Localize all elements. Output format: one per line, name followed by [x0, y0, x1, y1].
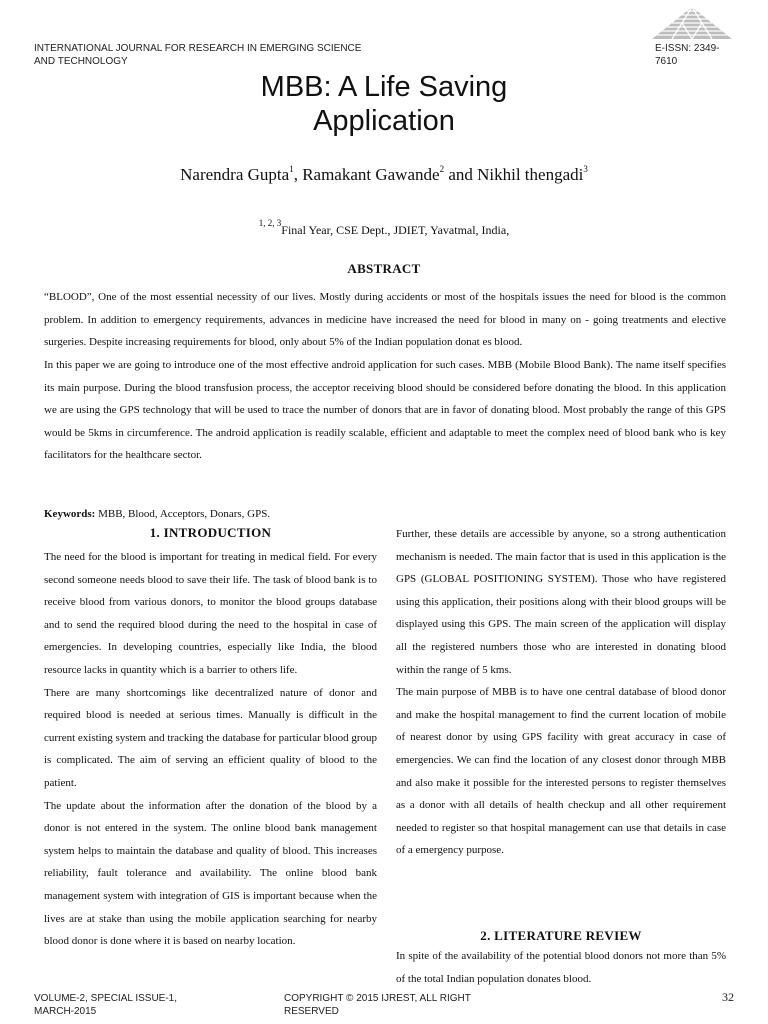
- author-1-sup: 1: [289, 164, 294, 174]
- page-number: 32: [722, 990, 734, 1004]
- intro-paragraph-5: The main purpose of MBB is to have one central database of blood donor and make the hospital management to find the current location of mobile of nearest donor by using GPS facility with great accuracy in case of emergencies. We can find the location of any closest donor through MBB and also make it possible for the interested persons to register themselves as a donor with all details of health checkup and all other requirement needed to register so that hospital management can use that details in case of a emergency purpose.: [396, 686, 726, 857]
- affiliation: [0, 214, 768, 239]
- intro-paragraph-4: Further, these details are accessible by anyone, so a strong authentication mechanism is needed. The main factor that is used in this application is the GPS (GLOBAL POSITIONING SYSTEM). Those who have registered using this application, their positions along with their blood groups will be displayed using this GPS. The main screen of the application will display all the registered numbers those who are interested in donating blood within the range of 5 kms.: [396, 528, 726, 676]
- affiliation-sup: 1, 2, 3: [258, 218, 282, 228]
- abstract-paragraph-1: “BLOOD”, One of the most essential necessity of our lives. Mostly during accidents or most of the hospitals issues the need for blood is the common problem. In addition to emergency requirements, advances in medicine have increased the need for blood in many on - going treatments and elective surgeries. Despite increasing requirements for blood, only about 5% of the Indian population donat es blood.: [44, 291, 726, 348]
- keywords-label: Keywords:: [44, 508, 96, 520]
- intro-paragraph-3: The update about the information after the donation of the blood by a donor is not entered in the system. The online blood bank management system helps to maintain the database and quality of blood. This increases reliability, fault tolerance and availability. The online blood bank management system with integration of GIS is important because when the lives are at stake than using the mobile application searching for nearby blood donor is done where it is based on nearby location.: [44, 799, 377, 948]
- section-2-heading: 2. LITERATURE REVIEW: [480, 928, 642, 943]
- footer-volume: VOLUME-2, SPECIAL ISSUE-1, MARCH-2015: [34, 993, 178, 1017]
- left-column: [44, 546, 377, 953]
- author-3-sup: 3: [583, 164, 588, 174]
- author-separator-1: ,: [293, 165, 303, 184]
- author-3: Nikhil thengadi: [477, 165, 584, 184]
- literature-review-body: [396, 945, 726, 990]
- author-list: [0, 158, 768, 186]
- paper-title: [0, 70, 768, 138]
- abstract-body: [44, 286, 726, 467]
- intro-paragraph-1: The need for the blood is important for treating in medical field. For every second someone needs blood to save their life. The task of blood bank is to receive blood from various donors, to monitor the blood groups database and to send the required blood during the need to the hospital in case of emergencies. In developing countries, especially like India, the blood resource lacks in quantity which is a barrier to others life.: [44, 551, 377, 676]
- keywords-text: MBB, Blood, Acceptors, Donars, GPS.: [95, 508, 271, 520]
- affiliation-text: Final Year, CSE Dept., JDIET, Yavatmal, India,: [281, 223, 510, 237]
- abstract-heading: ABSTRACT: [347, 261, 421, 276]
- literature-paragraph-1: In spite of the availability of the potential blood donors not more than 5% of the total Indian population donates blood.: [396, 950, 726, 985]
- title-line-1: MBB: A Life Saving: [260, 71, 508, 103]
- journal-header: INTERNATIONAL JOURNAL FOR RESEARCH IN EMERGING SCIENCE AND TECHNOLOGY: [34, 43, 362, 67]
- right-column: [396, 523, 726, 862]
- footer-copyright: COPYRIGHT © 2015 IJREST, ALL RIGHT RESERVED: [284, 993, 471, 1017]
- title-line-2: Application: [313, 105, 455, 137]
- author-2-sup: 2: [439, 164, 445, 174]
- intro-paragraph-2: There are many shortcomings like decentralized nature of donor and required blood is needed at serious times. Manually is difficult in the current existing system and tracking the database for particular blood group is complicated. The aim of serving an efficient quality of blood to the patient.: [44, 686, 377, 789]
- section-1-heading: 1. INTRODUCTION: [149, 525, 272, 540]
- issn-header: E-ISSN: 2349-7610: [655, 43, 720, 67]
- journal-logo-icon: [650, 5, 735, 41]
- author-2: Ramakant Gawande: [302, 165, 440, 184]
- abstract-paragraph-2: In this paper we are going to introduce one of the most effective android application for such cases. MBB (Mobile Blood Bank). The name itself specifies its main purpose. During the blood transfusion process, the acceptor receiving blood should be considered before donating the blood. In this application we are using the GPS technology that will be used to trace the number of donors that are in favor of donating blood. Most probably the range of this GPS would be 5kms in circumference. The android application is readily scalable, efficient and adaptable to meet the complex need of blood bank who is key facilitators for the healthcare sector.: [44, 359, 726, 461]
- keywords: [44, 507, 384, 522]
- author-1: Narendra Gupta: [180, 165, 290, 184]
- author-separator-2: and: [444, 165, 478, 184]
